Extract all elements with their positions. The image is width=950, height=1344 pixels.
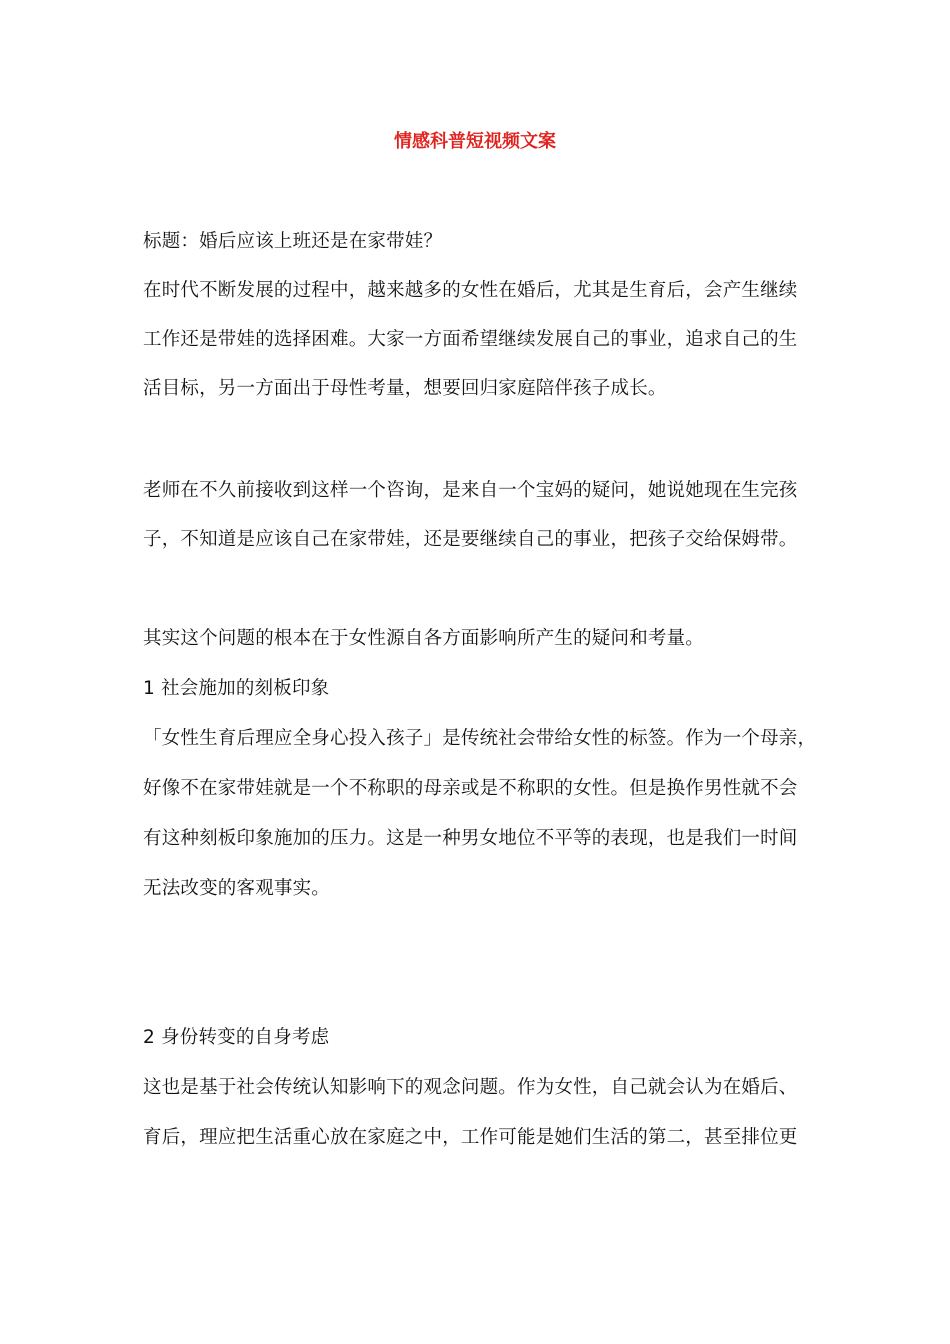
paragraph-line: 工作还是带娃的选择困难。大家一方面希望继续发展自己的事业，追求自己的生 (143, 329, 798, 350)
paragraph-line: 其实这个问题的根本在于女性源自各方面影响所产生的疑问和考量。 (143, 628, 705, 649)
paragraph-line: 活目标，另一方面出于母性考量，想要回归家庭陪伴孩子成长。 (143, 378, 667, 399)
paragraph-line: 老师在不久前接收到这样一个咨询，是来自一个宝妈的疑问，她说她现在生完孩 (143, 480, 798, 501)
paragraph-line: 育后，理应把生活重心放在家庭之中，工作可能是她们生活的第二，甚至排位更 (143, 1127, 798, 1148)
paragraph-line: 这也是基于社会传统认知影响下的观念问题。作为女性，自己就会认为在婚后、 (143, 1077, 798, 1098)
section-heading-2: 2 身份转变的自身考虑 (143, 1027, 330, 1048)
paragraph-line: 无法改变的客观事实。 (143, 878, 331, 899)
document-title: 情感科普短视频文案 (394, 131, 556, 152)
paragraph-line: 有这种刻板印象施加的压力。这是一种男女地位不平等的表现，也是我们一时间 (143, 828, 798, 849)
paragraph-line: 好像不在家带娃就是一个不称职的母亲或是不称职的女性。但是换作男性就不会 (143, 778, 798, 799)
section-heading-1: 1 社会施加的刻板印象 (143, 678, 330, 699)
paragraph-line: 子，不知道是应该自己在家带娃，还是要继续自己的事业，把孩子交给保姆带。 (143, 529, 798, 550)
subtitle-line: 标题：婚后应该上班还是在家带娃？ (143, 231, 443, 252)
paragraph-line: 「女性生育后理应全身心投入孩子」是传统社会带给女性的标签。作为一个母亲， (143, 728, 817, 749)
paragraph-line: 在时代不断发展的过程中，越来越多的女性在婚后，尤其是生育后，会产生继续 (143, 280, 798, 301)
